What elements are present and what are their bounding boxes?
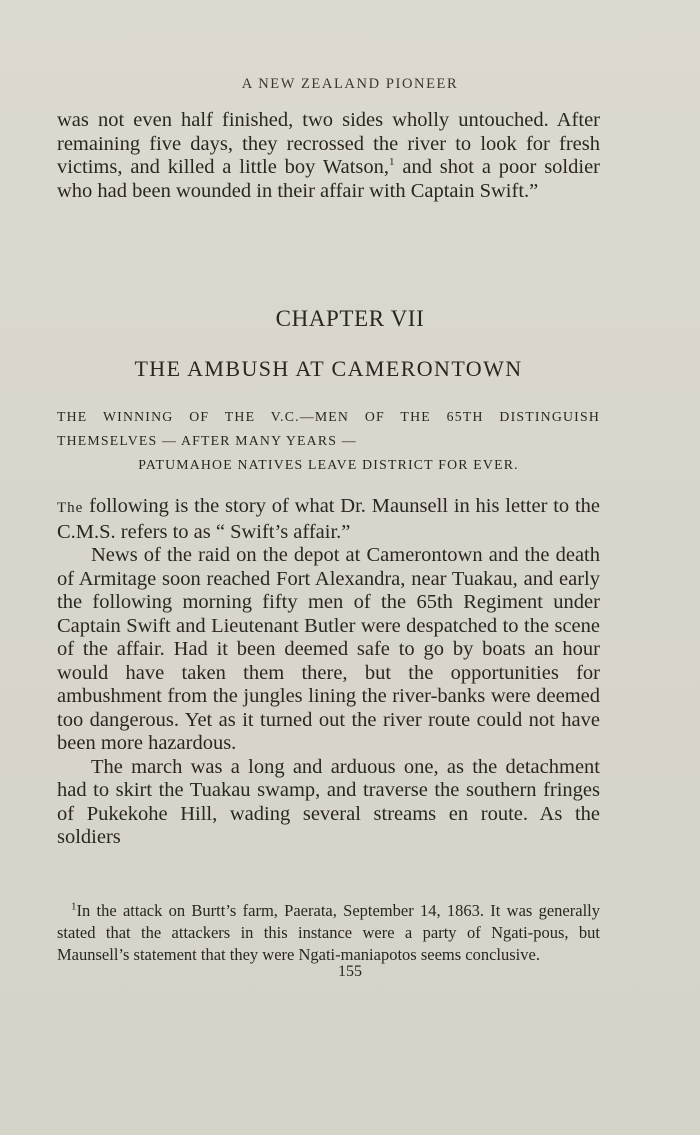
continuation-text-after: and shot a poor soldier who had been wounded in their affair with Captain Swift.” [57, 156, 600, 202]
footnote [57, 900, 600, 966]
chapter-number: CHAPTER VII [275, 306, 425, 331]
continuation-text-before: was not even half finished, two sides wholly untouched. After remaining five days, they recrossed the river to look for fresh victims, and killed a little boy Watson, [57, 109, 600, 178]
synopsis-last-line: PATUMAHOE NATIVES LEAVE DISTRICT FOR EVER. [138, 457, 519, 472]
paragraph-1-text: following is the story of what Dr. Maunsell in his letter to the C.M.S. refers to as “ Swift’s affair.” [57, 495, 600, 543]
footnote-body: In the attack on Burtt’s farm, Paerata, September 14, 1863. It was generally stated that the attackers in this instance were a party of Ngati-pous, but Maunsell’s statement that they were Ngati-maniapotos seems conclusive. [57, 901, 600, 964]
footnote-text [57, 900, 600, 966]
paragraph-3: The march was a long and arduous one, as the detachment had to skirt the Tuakau swamp, and traverse the southern fringes of Pukekohe Hill, wading several streams en route. As the soldiers [57, 755, 600, 848]
paragraph-2: News of the raid on the depot at Camerontown and the death of Armitage soon reached Fort Alexandra, near Tuakau, and early the following morning fifty men of the 65th Regiment under Captain Swift and Lieutenant Butler were despatched to the scene of the affair. Had it been deemed safe to go by boats an hour would have taken them there, but the opportunities for ambushment from the jungles lining the river-banks were deemed too dangerous. Yet as it turned out the river route could not have been more hazardous. [57, 544, 600, 754]
synopsis-main: THE WINNING OF THE V.C.—MEN OF THE 65TH DISTINGUISH THEMSELVES — AFTER MANY YEARS — [57, 409, 600, 448]
paragraph-1 [57, 495, 600, 544]
footnote-marker: 1 [71, 900, 77, 913]
chapter-title: THE AMBUSH AT CAMERONTOWN [134, 356, 523, 381]
opening-word: The [57, 500, 84, 516]
chapter-synopsis [57, 405, 600, 477]
page-number: 155 [338, 963, 362, 980]
footnote-reference: 1 [389, 156, 395, 169]
continuation-paragraph [57, 109, 600, 203]
continuation-text [57, 109, 600, 203]
running-head: A NEW ZEALAND PIONEER [241, 76, 459, 92]
chapter-body [57, 495, 600, 850]
